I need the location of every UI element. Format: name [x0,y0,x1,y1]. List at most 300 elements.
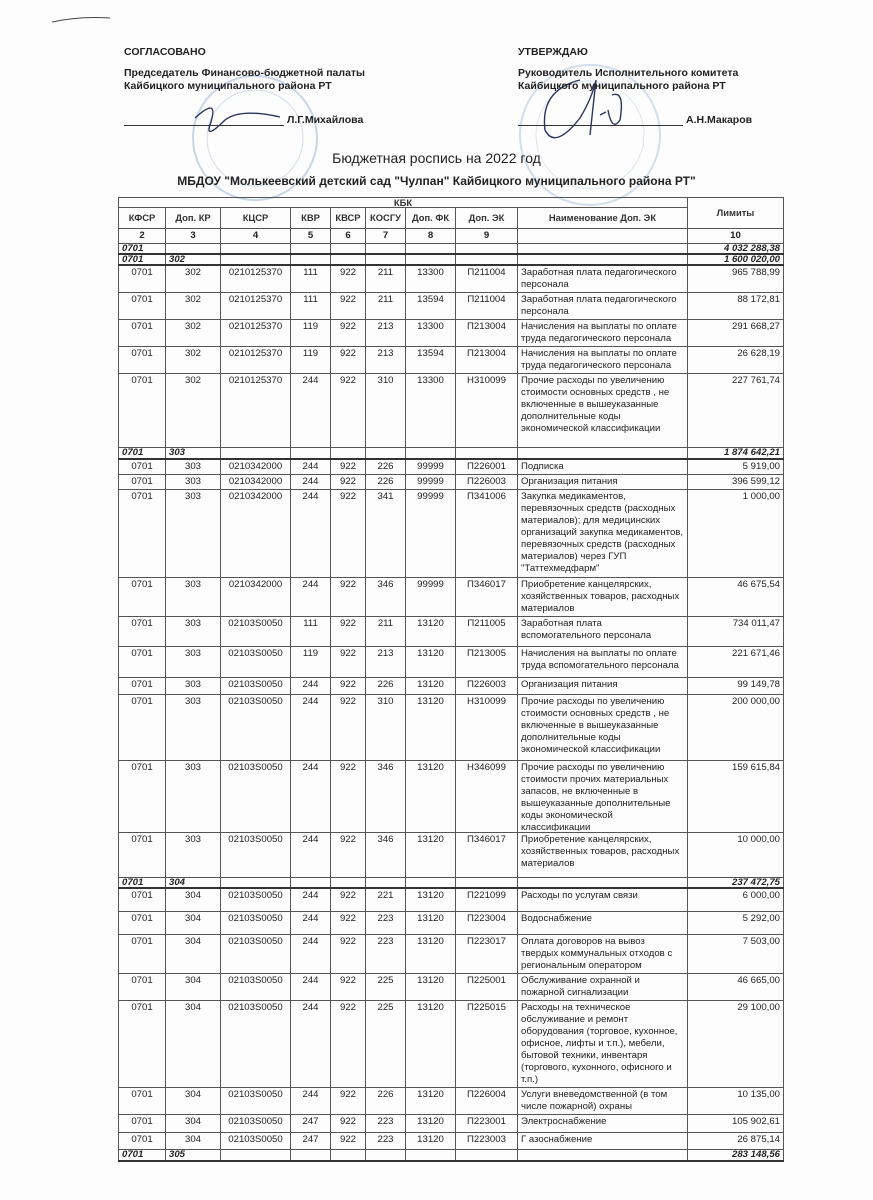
kcsr-value: 02103S0050 [228,696,283,707]
kosgu-value: 346 [377,579,394,590]
cell-kvsr [331,374,366,448]
dop-kr-value: 303 [184,461,201,472]
kfsr-value: 0701 [131,1115,153,1127]
cell-dop-kr [166,617,221,647]
table-row [119,973,784,1000]
cell-kvsr [331,678,366,695]
dop-ek-value: П226001 [467,461,506,472]
limit-value: 965 788,99 [731,267,780,278]
cell-dop-ek-name [518,878,688,889]
cell-kvsr [331,475,366,490]
cell-kosgu [366,265,406,293]
kvsr-value: 922 [339,912,356,924]
cell-dop-fk [406,347,456,374]
cell-kvr [291,695,331,761]
limit-value: 1 600 020,00 [723,255,780,264]
limit-value: 10 000,00 [737,834,780,845]
cell-dop-kr [166,459,221,475]
cell-kosgu [366,448,406,460]
table-row [119,1000,784,1087]
cell-dop-fk [406,878,456,889]
column-number: 2 [119,229,166,244]
kfsr-value: 0701 [131,267,153,278]
kcsr-value: 02103S0050 [228,974,283,986]
table-row [119,911,784,934]
cell-kcsr [221,678,291,695]
limit-value: 221 671,46 [731,648,780,659]
dop-ek-name-value: Обслуживание охранной и пожарной сигнализации [521,974,640,998]
cell-kosgu [366,934,406,973]
cell-limit [688,1087,784,1114]
kvsr-value: 922 [339,294,356,305]
cell-dop-kr [166,911,221,934]
cell-kfsr [119,244,166,255]
limit-value: 99 149,78 [737,679,780,690]
cell-kfsr [119,973,166,1000]
cell-limit [688,934,784,973]
kvr-value: 244 [302,912,319,924]
cell-kvr [291,934,331,973]
cell-dop-kr [166,254,221,265]
kcsr-value: 0210125370 [228,375,283,386]
table-row [119,1087,784,1114]
kcsr-value: 0210125370 [228,348,283,359]
table-row [119,265,784,293]
cell-kvr [291,448,331,460]
kvr-value: 247 [302,1115,319,1127]
cell-kcsr [221,293,291,320]
cell-kvr [291,1132,331,1149]
cell-limit [688,578,784,617]
dop-kr-value: 303 [184,648,201,659]
kosgu-value: 211 [377,267,394,278]
cell-kosgu [366,320,406,347]
dop-kr-value: 304 [184,890,201,901]
limit-value: 46 675,54 [737,579,780,590]
cell-kfsr [119,695,166,761]
cell-limit [688,878,784,889]
cell-dop-ek [456,265,518,293]
dop-ek-value: П223004 [467,912,506,924]
dop-kr-value: 304 [184,1001,201,1013]
cell-dop-kr [166,244,221,255]
cell-dop-kr [166,973,221,1000]
cell-kvr [291,475,331,490]
limit-value: 5 919,00 [742,461,780,472]
dop-kr-value: 303 [184,579,201,590]
kvr-value: 244 [302,696,319,707]
cell-kfsr [119,1114,166,1132]
cell-kvr [291,459,331,475]
dop-ek-value: П211004 [467,294,506,305]
column-number: 8 [406,229,456,244]
cell-kfsr [119,833,166,878]
kfsr-value: 0701 [131,461,153,472]
kosgu-value: 346 [377,762,394,773]
cell-limit [688,647,784,678]
kvsr-value: 922 [339,461,356,472]
kosgu-value: 223 [377,935,394,947]
column-number: 3 [166,229,221,244]
cell-dop-fk [406,1149,456,1161]
cell-dop-ek-name [518,973,688,1000]
kvsr-value: 922 [339,1133,356,1145]
cell-dop-fk [406,475,456,490]
dop-ek-value: Н310099 [467,696,506,707]
cell-dop-kr [166,1114,221,1132]
cell-kfsr [119,254,166,265]
cell-dop-kr [166,647,221,678]
kfsr-value: 0701 [122,878,144,887]
cell-kcsr [221,254,291,265]
approval-left-position: Председатель Финансово-бюджетной палаты [124,67,366,79]
dop-ek-name-value: Заработная плата вспомогательного персонала [521,618,652,641]
kvr-value: 244 [302,461,319,472]
dop-fk-value: 13120 [417,648,444,659]
limit-value: 283 148,56 [731,1149,780,1160]
column-number [518,229,688,244]
cell-dop-kr [166,888,221,911]
cell-kcsr [221,934,291,973]
dop-kr-value: 302 [169,255,186,264]
dop-ek-name-value: Начисления на выплаты по оплате труда педагогического персонала [521,321,677,344]
cell-dop-fk [406,1087,456,1114]
column-number: 10 [688,229,784,244]
kfsr-value: 0701 [131,579,153,590]
kvr-value: 244 [302,679,319,690]
cell-kvsr [331,761,366,833]
cell-limit [688,374,784,448]
cell-kfsr [119,934,166,973]
cell-dop-kr [166,293,221,320]
dop-ek-value: П225001 [467,974,506,986]
approval-right-district: Кайбицкого муниципального района РТ [518,80,726,92]
cell-limit [688,475,784,490]
cell-limit [688,320,784,347]
kvsr-value: 922 [339,1088,356,1100]
table-row [119,578,784,617]
dop-ek-name-value: Г азоснабжение [521,1133,593,1145]
cell-dop-fk [406,244,456,255]
dop-ek-name-value: Водоснабжение [521,912,593,924]
dop-ek-value: П226003 [467,679,506,690]
dop-fk-value: 99999 [417,476,444,487]
cell-dop-ek [456,374,518,448]
kfsr-value: 0701 [131,1088,153,1100]
cell-kosgu [366,374,406,448]
kosgu-value: 310 [377,375,394,386]
cell-kosgu [366,617,406,647]
cell-kfsr [119,374,166,448]
kfsr-value: 0701 [131,321,153,332]
document-title: Бюджетная роспись на 2022 год [332,150,541,166]
dop-kr-value: 304 [169,878,186,887]
dop-ek-value: П223001 [467,1115,506,1127]
kvr-value: 244 [302,762,319,773]
column-header: Лимиты [688,198,784,229]
dop-ek-value: П211005 [467,618,506,629]
subtotal-row [119,244,784,255]
cell-kvsr [331,265,366,293]
cell-kvr [291,347,331,374]
kvsr-value: 922 [339,348,356,359]
kvsr-value: 922 [339,935,356,947]
cell-kvsr [331,320,366,347]
dop-fk-value: 99999 [417,461,444,472]
cell-kfsr [119,320,166,347]
cell-kvr [291,244,331,255]
kvr-value: 244 [302,579,319,590]
cell-kvsr [331,490,366,578]
dop-fk-value: 13120 [417,696,444,707]
cell-dop-fk [406,1132,456,1149]
cell-limit [688,678,784,695]
cell-dop-fk [406,695,456,761]
dop-kr-value: 303 [184,618,201,629]
cell-kvsr [331,1087,366,1114]
kcsr-value: 02103S0050 [228,890,283,901]
dop-kr-value: 303 [184,491,201,502]
cell-dop-ek-name [518,1114,688,1132]
cell-kcsr [221,244,291,255]
cell-dop-fk [406,374,456,448]
cell-dop-ek-name [518,578,688,617]
cell-dop-fk [406,617,456,647]
cell-dop-kr [166,678,221,695]
cell-dop-fk [406,761,456,833]
cell-kosgu [366,1087,406,1114]
cell-kvr [291,973,331,1000]
approval-left-heading: СОГЛАСОВАНО [124,46,206,58]
column-header: Доп. ЭК [456,208,518,229]
cell-dop-ek-name [518,448,688,460]
cell-dop-ek [456,475,518,490]
cell-dop-fk [406,1000,456,1087]
cell-kosgu [366,833,406,878]
table-row [119,293,784,320]
kosgu-value: 226 [377,1088,394,1100]
cell-dop-kr [166,374,221,448]
cell-kvr [291,647,331,678]
limit-value: 4 032 288,38 [723,244,780,253]
dop-fk-value: 13120 [417,1001,444,1013]
dop-ek-value: П221099 [467,890,506,901]
kvsr-value: 922 [339,579,356,590]
limit-value: 237 472,75 [731,878,780,887]
kcsr-value: 02103S0050 [228,1001,283,1013]
kosgu-value: 223 [377,1133,394,1145]
dop-ek-value: П213004 [467,321,506,332]
kcsr-value: 0210342000 [228,579,283,590]
cell-dop-ek-name [518,617,688,647]
cell-dop-ek-name [518,833,688,878]
cell-limit [688,459,784,475]
table-row [119,374,784,448]
limit-value: 5 292,00 [742,912,780,924]
kcsr-value: 0210125370 [228,321,283,332]
cell-kosgu [366,911,406,934]
cell-kvsr [331,254,366,265]
approval-left-district: Кайбицкого муниципального района РТ [124,80,332,92]
dop-kr-value: 303 [184,476,201,487]
cell-dop-ek [456,1132,518,1149]
cell-kvr [291,617,331,647]
approval-right-position: Руководитель Исполнительного комитета [518,67,739,79]
signatory-right: А.Н.Макаров [686,114,753,126]
cell-kcsr [221,617,291,647]
limit-value: 88 172,81 [737,294,780,305]
cell-kosgu [366,244,406,255]
dop-kr-value: 302 [184,321,201,332]
cell-kfsr [119,347,166,374]
cell-kvsr [331,911,366,934]
cell-kvsr [331,448,366,460]
dop-ek-value: Н346099 [467,762,506,773]
cell-kfsr [119,888,166,911]
cell-kvsr [331,833,366,878]
kcsr-value: 0210125370 [228,267,283,278]
limit-value: 29 100,00 [737,1001,780,1013]
kfsr-value: 0701 [131,890,153,901]
cell-dop-kr [166,475,221,490]
cell-kosgu [366,878,406,889]
cell-dop-ek [456,888,518,911]
dop-ek-name-value: Организация питания [521,679,618,690]
cell-limit [688,265,784,293]
dop-ek-name-value: Электроснабжение [521,1115,607,1127]
dop-fk-value: 13120 [417,1115,444,1127]
cell-limit [688,761,784,833]
dop-ek-value: П223017 [467,935,506,947]
cell-dop-ek [456,647,518,678]
cell-kcsr [221,833,291,878]
kfsr-value: 0701 [122,1149,144,1160]
cell-dop-fk [406,911,456,934]
signature-line-left [124,125,284,126]
cell-kvr [291,678,331,695]
signatory-left: Л.Г.Михайлова [287,114,364,126]
cell-kvr [291,374,331,448]
dop-fk-value: 13120 [417,1088,444,1100]
column-number: 4 [221,229,291,244]
cell-kcsr [221,578,291,617]
cell-kcsr [221,647,291,678]
limit-value: 26 875,14 [737,1133,780,1145]
cell-kvsr [331,647,366,678]
dop-ek-value: П346017 [467,834,506,845]
kvsr-value: 922 [339,491,356,502]
column-number: 5 [291,229,331,244]
cell-limit [688,1114,784,1132]
signature-line-right [518,125,683,126]
kvsr-value: 922 [339,618,356,629]
cell-kcsr [221,490,291,578]
cell-dop-ek-name [518,934,688,973]
budget-table [118,197,784,1162]
limit-value: 291 668,27 [731,321,780,332]
subtotal-row [119,254,784,265]
cell-kvsr [331,888,366,911]
dop-kr-value: 304 [184,1115,201,1127]
cell-dop-ek-name [518,1000,688,1087]
limit-value: 105 902,61 [731,1115,780,1127]
cell-dop-ek [456,878,518,889]
dop-ek-value: П213004 [467,348,506,359]
limit-value: 396 599,12 [731,476,780,487]
cell-kvsr [331,617,366,647]
cell-dop-fk [406,973,456,1000]
cell-dop-kr [166,934,221,973]
cell-dop-ek-name [518,347,688,374]
kvr-value: 244 [302,935,319,947]
limit-value: 26 628,19 [737,348,780,359]
limit-value: 6 000,00 [742,890,780,901]
kcsr-value: 0210342000 [228,461,283,472]
cell-dop-ek-name [518,647,688,678]
cell-kfsr [119,293,166,320]
cell-dop-kr [166,833,221,878]
cell-dop-ek [456,347,518,374]
cell-dop-ek-name [518,293,688,320]
cell-dop-ek-name [518,1149,688,1161]
cell-dop-ek-name [518,761,688,833]
column-header: КЦСР [221,208,291,229]
cell-kfsr [119,459,166,475]
cell-kvr [291,761,331,833]
kosgu-value: 346 [377,834,394,845]
limit-value: 227 761,74 [731,375,780,386]
cell-kvsr [331,1114,366,1132]
dop-fk-value: 13120 [417,679,444,690]
kosgu-value: 221 [377,890,394,901]
kvsr-value: 922 [339,375,356,386]
table-row [119,475,784,490]
kfsr-value: 0701 [131,834,153,845]
dop-kr-value: 303 [184,834,201,845]
table-row [119,761,784,833]
kfsr-value: 0701 [122,255,144,264]
cell-limit [688,973,784,1000]
subtotal-row [119,1149,784,1161]
dop-ek-name-value: Приобретение канцелярских, хозяйственных товаров, расходных материалов [521,579,680,614]
kfsr-value: 0701 [131,935,153,947]
kvsr-value: 922 [339,890,356,901]
dop-fk-value: 13120 [417,890,444,901]
dop-ek-name-value: Оплата договоров на вывоз твердых коммунальных отходов с региональным оператором [521,935,673,971]
cell-dop-ek-name [518,374,688,448]
kbk-group-header: КБК [119,198,688,208]
cell-kvsr [331,973,366,1000]
dop-ek-name-value: Прочие расходы по увеличению стоимости основных средств , не включенные в вышеуказанные дополнительные коды экономической классификации [521,696,670,755]
cell-kfsr [119,878,166,889]
cell-dop-kr [166,761,221,833]
kosgu-value: 225 [377,1001,394,1013]
cell-kosgu [366,973,406,1000]
cell-limit [688,293,784,320]
cell-kcsr [221,1132,291,1149]
limit-value: 200 000,00 [731,696,780,707]
kvr-value: 111 [303,294,318,305]
cell-kcsr [221,911,291,934]
kvsr-value: 922 [339,648,356,659]
cell-kosgu [366,888,406,911]
cell-kcsr [221,761,291,833]
kfsr-value: 0701 [131,912,153,924]
cell-limit [688,244,784,255]
cell-dop-ek-name [518,888,688,911]
dop-ek-value: П226003 [467,476,506,487]
table-row [119,678,784,695]
